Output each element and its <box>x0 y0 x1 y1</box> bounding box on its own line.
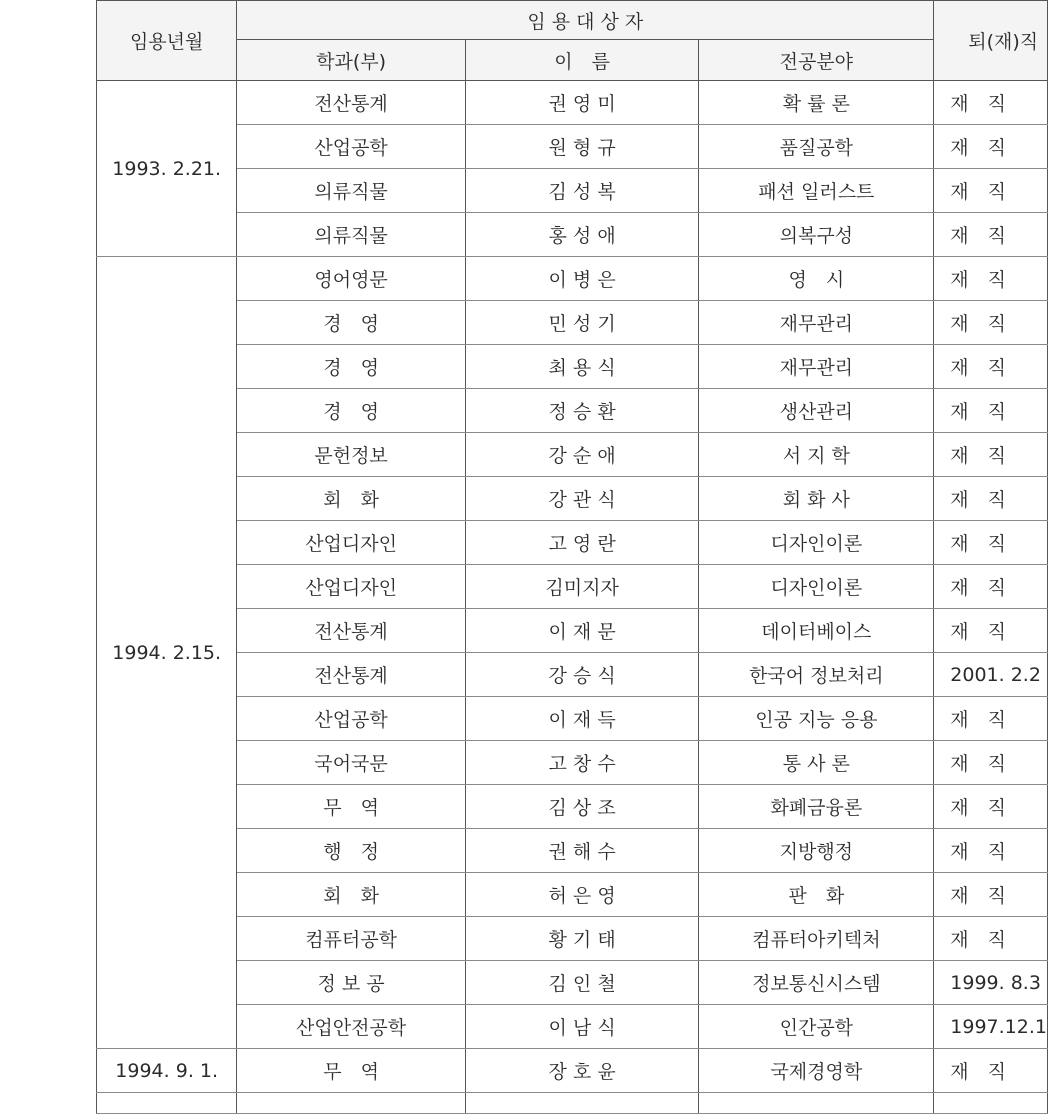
status-cell: 재 직 <box>934 169 1048 213</box>
empty-cell <box>97 1093 237 1114</box>
department-cell: 산업공학 <box>237 697 465 741</box>
department-cell: 컴퓨터공학 <box>237 917 465 961</box>
table-row <box>97 521 1048 565</box>
name-cell: 원 형 규 <box>465 125 699 169</box>
status-cell: 재 직 <box>934 521 1048 565</box>
table-row-cut <box>97 1093 1048 1114</box>
department-cell: 전산통계 <box>237 81 465 125</box>
major-field-cell: 화폐금융론 <box>699 785 934 829</box>
table-row <box>97 873 1048 917</box>
department-cell: 문헌정보 <box>237 433 465 477</box>
major-field-cell: 지방행정 <box>699 829 934 873</box>
name-cell: 최 용 식 <box>465 345 699 389</box>
major-field-cell: 패션 일러스트 <box>699 169 934 213</box>
table-row <box>97 785 1048 829</box>
name-cell: 김 성 복 <box>465 169 699 213</box>
status-cell: 재 직 <box>934 565 1048 609</box>
header-dept: 학과(부) <box>237 40 465 81</box>
table-row <box>97 741 1048 785</box>
major-field-cell: 컴퓨터아키텍처 <box>699 917 934 961</box>
major-field-cell: 서 지 학 <box>699 433 934 477</box>
department-cell: 무 역 <box>237 785 465 829</box>
department-cell: 전산통계 <box>237 609 465 653</box>
header-name: 이 름 <box>465 40 699 81</box>
major-field-cell: 통 사 론 <box>699 741 934 785</box>
table-row <box>97 213 1048 257</box>
department-cell: 산업디자인 <box>237 521 465 565</box>
table-row <box>97 257 1048 301</box>
status-cell: 재 직 <box>934 433 1048 477</box>
department-cell: 전산통계 <box>237 653 465 697</box>
table-row <box>97 829 1048 873</box>
empty-cell <box>465 1093 699 1114</box>
major-field-cell: 인공 지능 응용 <box>699 697 934 741</box>
table-row <box>97 653 1048 697</box>
department-cell: 산업안전공학 <box>237 1005 465 1049</box>
appointment-table <box>96 0 1048 1114</box>
name-cell: 강 순 애 <box>465 433 699 477</box>
table-row <box>97 433 1048 477</box>
status-cell: 재 직 <box>934 741 1048 785</box>
major-field-cell: 영 시 <box>699 257 934 301</box>
table-row <box>97 345 1048 389</box>
table-row <box>97 477 1048 521</box>
table-row <box>97 609 1048 653</box>
name-cell: 권 영 미 <box>465 81 699 125</box>
name-cell: 정 승 환 <box>465 389 699 433</box>
major-field-cell: 한국어 정보처리 <box>699 653 934 697</box>
status-cell: 재 직 <box>934 785 1048 829</box>
name-cell: 황 기 태 <box>465 917 699 961</box>
name-cell: 홍 성 애 <box>465 213 699 257</box>
major-field-cell: 판 화 <box>699 873 934 917</box>
department-cell: 경 영 <box>237 345 465 389</box>
status-cell: 재 직 <box>934 609 1048 653</box>
major-field-cell: 품질공학 <box>699 125 934 169</box>
major-field-cell: 재무관리 <box>699 345 934 389</box>
empty-cell <box>934 1093 1048 1114</box>
department-cell: 산업공학 <box>237 125 465 169</box>
name-cell: 허 은 영 <box>465 873 699 917</box>
name-cell: 강 관 식 <box>465 477 699 521</box>
status-cell: 재 직 <box>934 829 1048 873</box>
table-row <box>97 565 1048 609</box>
status-cell: 재 직 <box>934 257 1048 301</box>
department-cell: 회 화 <box>237 873 465 917</box>
major-field-cell: 확 률 론 <box>699 81 934 125</box>
header-field: 전공분야 <box>699 40 934 81</box>
major-field-cell: 국제경영학 <box>699 1049 934 1093</box>
table-row <box>97 301 1048 345</box>
table-row <box>97 697 1048 741</box>
name-cell: 이 남 식 <box>465 1005 699 1049</box>
name-cell: 고 영 란 <box>465 521 699 565</box>
major-field-cell: 디자인이론 <box>699 521 934 565</box>
name-cell: 이 재 득 <box>465 697 699 741</box>
header-appointee-group: 임 용 대 상 자 <box>237 1 934 40</box>
empty-cell <box>699 1093 934 1114</box>
name-cell: 고 창 수 <box>465 741 699 785</box>
name-cell: 이 재 문 <box>465 609 699 653</box>
major-field-cell: 생산관리 <box>699 389 934 433</box>
major-field-cell: 재무관리 <box>699 301 934 345</box>
name-cell: 김미지자 <box>465 565 699 609</box>
table-header <box>97 1 1048 81</box>
status-cell: 재 직 <box>934 345 1048 389</box>
department-cell: 국어국문 <box>237 741 465 785</box>
major-field-cell: 회 화 사 <box>699 477 934 521</box>
major-field-cell: 인간공학 <box>699 1005 934 1049</box>
name-cell: 김 상 조 <box>465 785 699 829</box>
status-cell: 1999. 8.3 <box>934 961 1048 1005</box>
appointment-date: 1994. 9. 1. <box>97 1049 237 1093</box>
major-field-cell: 디자인이론 <box>699 565 934 609</box>
department-cell: 정 보 공 <box>237 961 465 1005</box>
department-cell: 경 영 <box>237 389 465 433</box>
status-cell: 재 직 <box>934 477 1048 521</box>
status-cell: 2001. 2.2 <box>934 653 1048 697</box>
status-cell: 재 직 <box>934 301 1048 345</box>
department-cell: 산업디자인 <box>237 565 465 609</box>
header-date: 임용년월 <box>97 1 237 81</box>
status-cell: 재 직 <box>934 81 1048 125</box>
department-cell: 의류직물 <box>237 169 465 213</box>
status-cell: 재 직 <box>934 917 1048 961</box>
table-row <box>97 917 1048 961</box>
name-cell: 강 승 식 <box>465 653 699 697</box>
department-cell: 행 정 <box>237 829 465 873</box>
appointment-date: 1994. 2.15. <box>97 257 237 1049</box>
department-cell: 영어영문 <box>237 257 465 301</box>
status-cell: 재 직 <box>934 125 1048 169</box>
major-field-cell: 정보통신시스템 <box>699 961 934 1005</box>
table-row <box>97 389 1048 433</box>
name-cell: 이 병 은 <box>465 257 699 301</box>
status-cell: 재 직 <box>934 873 1048 917</box>
department-cell: 경 영 <box>237 301 465 345</box>
department-cell: 무 역 <box>237 1049 465 1093</box>
appointment-date: 1993. 2.21. <box>97 81 237 257</box>
status-cell: 재 직 <box>934 1049 1048 1093</box>
status-cell: 1997.12.1 <box>934 1005 1048 1049</box>
table-row <box>97 961 1048 1005</box>
empty-cell <box>237 1093 465 1114</box>
name-cell: 권 해 수 <box>465 829 699 873</box>
name-cell: 장 호 윤 <box>465 1049 699 1093</box>
name-cell: 김 인 철 <box>465 961 699 1005</box>
table-body <box>97 81 1048 1114</box>
name-cell: 민 성 기 <box>465 301 699 345</box>
status-cell: 재 직 <box>934 389 1048 433</box>
table-row <box>97 81 1048 125</box>
table-row <box>97 169 1048 213</box>
status-cell: 재 직 <box>934 213 1048 257</box>
major-field-cell: 의복구성 <box>699 213 934 257</box>
table-row <box>97 1049 1048 1093</box>
table-row <box>97 1005 1048 1049</box>
department-cell: 의류직물 <box>237 213 465 257</box>
header-status: 퇴(재)직 <box>934 1 1048 81</box>
status-cell: 재 직 <box>934 697 1048 741</box>
department-cell: 회 화 <box>237 477 465 521</box>
major-field-cell: 데이터베이스 <box>699 609 934 653</box>
table-row <box>97 125 1048 169</box>
